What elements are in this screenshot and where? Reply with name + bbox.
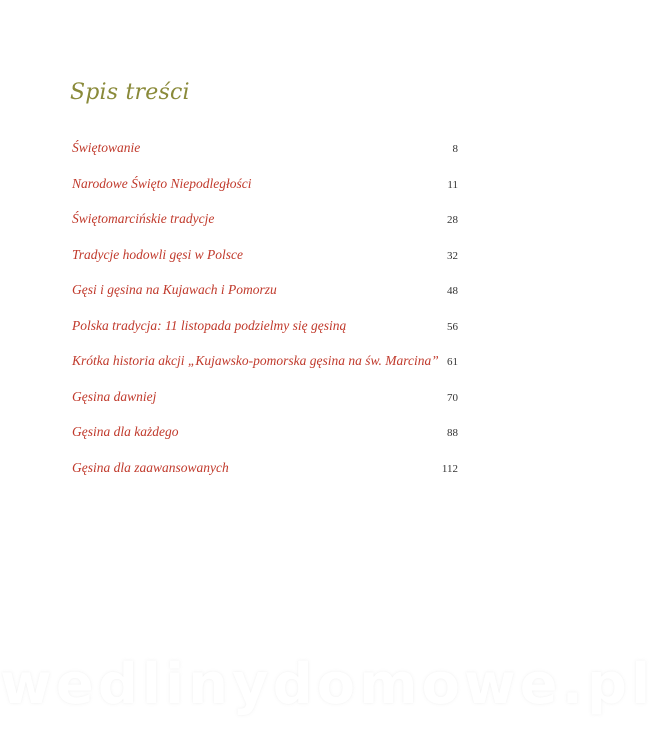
toc-entry[interactable] [72,385,458,421]
page-title: Spis treści [70,80,190,105]
toc-entry-page-number: 32 [447,249,458,262]
toc-entry-page-number: 88 [447,427,458,439]
toc-entry-page-number: 11 [447,178,458,191]
toc-entry-title: Gęsi i gęsina na Kujawach i Pomorzu [72,282,277,297]
toc-entry-title: Polska tradycja: 11 listopada podzielmy się gęsiną [72,317,347,333]
toc-entry[interactable] [72,243,458,279]
toc-entry[interactable] [72,172,458,208]
toc-entry-page-number: 61 [447,356,458,368]
toc-entry[interactable] [72,420,458,456]
toc-entry-title: Świętowanie [72,140,141,155]
toc-entry-title: Gęsina dawniej [72,388,157,404]
toc-entry-page-number: 8 [452,143,458,155]
toc-entry-title: Krótka historia akcji „Kujawsko-pomorska gęsina na św. Marcina” [72,353,439,368]
table-of-contents [72,136,458,491]
toc-entry-page-number: 56 [447,320,458,333]
toc-entry-page-number: 48 [447,285,458,297]
toc-entry-title: Gęsina dla każdego [72,424,179,439]
toc-entry[interactable] [72,207,458,243]
toc-entry-page-number: 28 [447,214,458,226]
toc-entry-title: Narodowe Święto Niepodległości [72,175,252,191]
toc-entry[interactable] [72,278,458,314]
toc-entry-page-number: 70 [447,391,458,404]
watermark: wedlinydomowe.pl [0,652,654,717]
toc-entry-title: Gęsina dla zaawansowanych [72,459,229,475]
toc-entry[interactable] [72,349,458,385]
toc-entry-title: Świętomarcińskie tradycje [72,211,215,226]
toc-entry[interactable] [72,456,458,492]
toc-entry-title: Tradycje hodowli gęsi w Polsce [72,246,243,262]
toc-entry[interactable] [72,314,458,350]
toc-entry-page-number: 112 [441,462,458,475]
toc-entry[interactable] [72,136,458,172]
